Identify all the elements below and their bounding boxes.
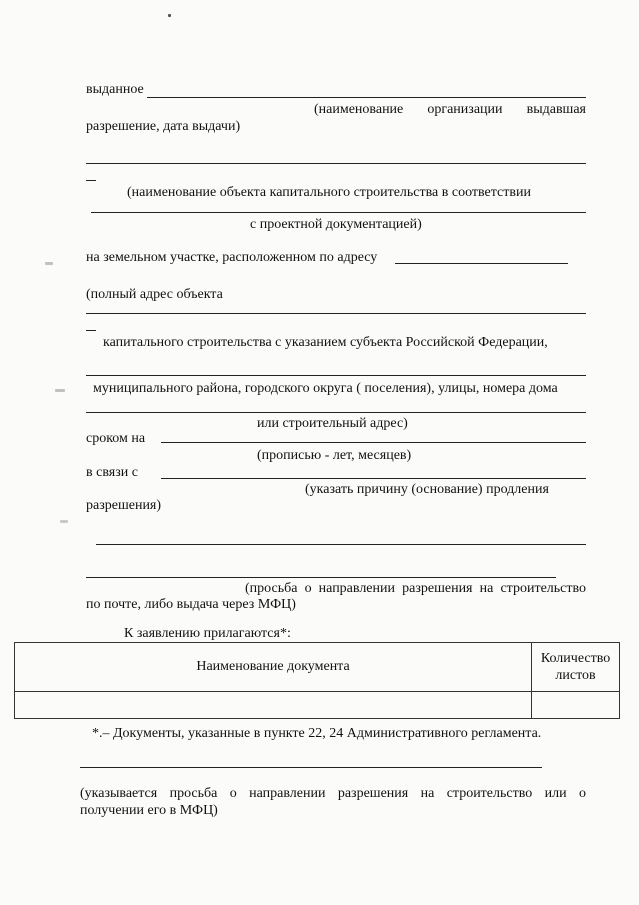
table-cell[interactable]	[532, 692, 620, 719]
dash-mark	[86, 330, 96, 331]
final-hint-continuation: получении его в МФЦ)	[80, 803, 218, 818]
term-hint: (прописью - лет, месяцев)	[257, 448, 412, 463]
table-row	[15, 692, 620, 719]
final-hint-word: направлении	[249, 786, 326, 801]
object-line-1	[86, 163, 586, 164]
land-plot-line	[395, 263, 568, 264]
final-hint-word: или	[544, 786, 567, 801]
issued-label: выданное	[86, 82, 144, 97]
table-cell[interactable]	[15, 692, 532, 719]
issued-line	[147, 97, 586, 98]
org-hint-word: выдавшая	[526, 102, 586, 117]
reason-hint: (указать причину (основание) продления	[305, 482, 549, 497]
land-plot-label: на земельном участке, расположенном по адресу	[86, 250, 378, 265]
scan-speck	[168, 14, 171, 17]
org-hint-word: (наименование	[314, 102, 404, 117]
final-hint-word: строительство	[446, 786, 533, 801]
org-hint-continuation: разрешение, дата выдачи)	[86, 119, 241, 134]
final-hint-word: о	[229, 786, 237, 801]
column-header-document-name: Наименование документа	[15, 643, 532, 692]
final-hint	[80, 786, 586, 802]
final-hint-word: о	[578, 786, 586, 801]
scan-speck	[45, 262, 53, 265]
attachments-header-row	[15, 643, 620, 692]
address-hint-2: капитального строительства с указанием субъекта Российской Федерации,	[103, 335, 548, 350]
delivery-hint-word: (просьба	[245, 581, 298, 596]
term-line	[161, 442, 586, 443]
object-hint-1: (наименование объекта капитального строительства в соответствии	[127, 185, 531, 200]
final-hint-word: просьба	[169, 786, 218, 801]
delivery-hint-word: на	[479, 581, 494, 596]
org-hint-word: организации	[427, 102, 503, 117]
final-line	[80, 767, 542, 768]
reason-label: в связи с	[86, 465, 138, 480]
scan-speck	[60, 520, 68, 523]
reason-hint-continuation: разрешения)	[86, 498, 162, 513]
object-hint-2: с проектной документацией)	[250, 217, 422, 232]
attachments-table	[14, 642, 620, 719]
column-header-sheet-count: Количество листов	[532, 643, 620, 692]
object-line-2	[91, 212, 586, 213]
dash-mark	[86, 180, 96, 181]
final-hint-word: (указывается	[80, 786, 158, 801]
reason-line	[161, 478, 586, 479]
final-hint-word: на	[420, 786, 435, 801]
delivery-hint-word: направлении	[318, 581, 396, 596]
delivery-hint	[245, 581, 586, 597]
delivery-hint-word: о	[304, 581, 312, 596]
delivery-hint-word: строительство	[500, 581, 586, 596]
delivery-hint-continuation: по почте, либо выдача через МФЦ)	[86, 597, 296, 612]
delivery-line-1	[96, 544, 586, 545]
footnote: *.– Документы, указанные в пункте 22, 24 Административного регламента.	[92, 726, 542, 741]
delivery-line-2	[86, 577, 556, 578]
address-hint-4: или строительный адрес)	[257, 416, 408, 431]
term-label: сроком на	[86, 431, 146, 446]
address-hint-1: (полный адрес объекта	[86, 287, 223, 302]
delivery-hint-word: разрешения	[402, 581, 473, 596]
scan-speck	[55, 389, 65, 392]
address-line-3	[86, 412, 586, 413]
address-hint-3: муниципального района, городского округа ( поселения), улицы, номера дома	[93, 381, 558, 396]
org-hint	[314, 102, 586, 118]
attachments-heading: К заявлению прилагаются*:	[124, 626, 291, 641]
address-line-1	[86, 313, 586, 314]
address-line-2	[86, 375, 586, 376]
final-hint-word: разрешения	[337, 786, 409, 801]
